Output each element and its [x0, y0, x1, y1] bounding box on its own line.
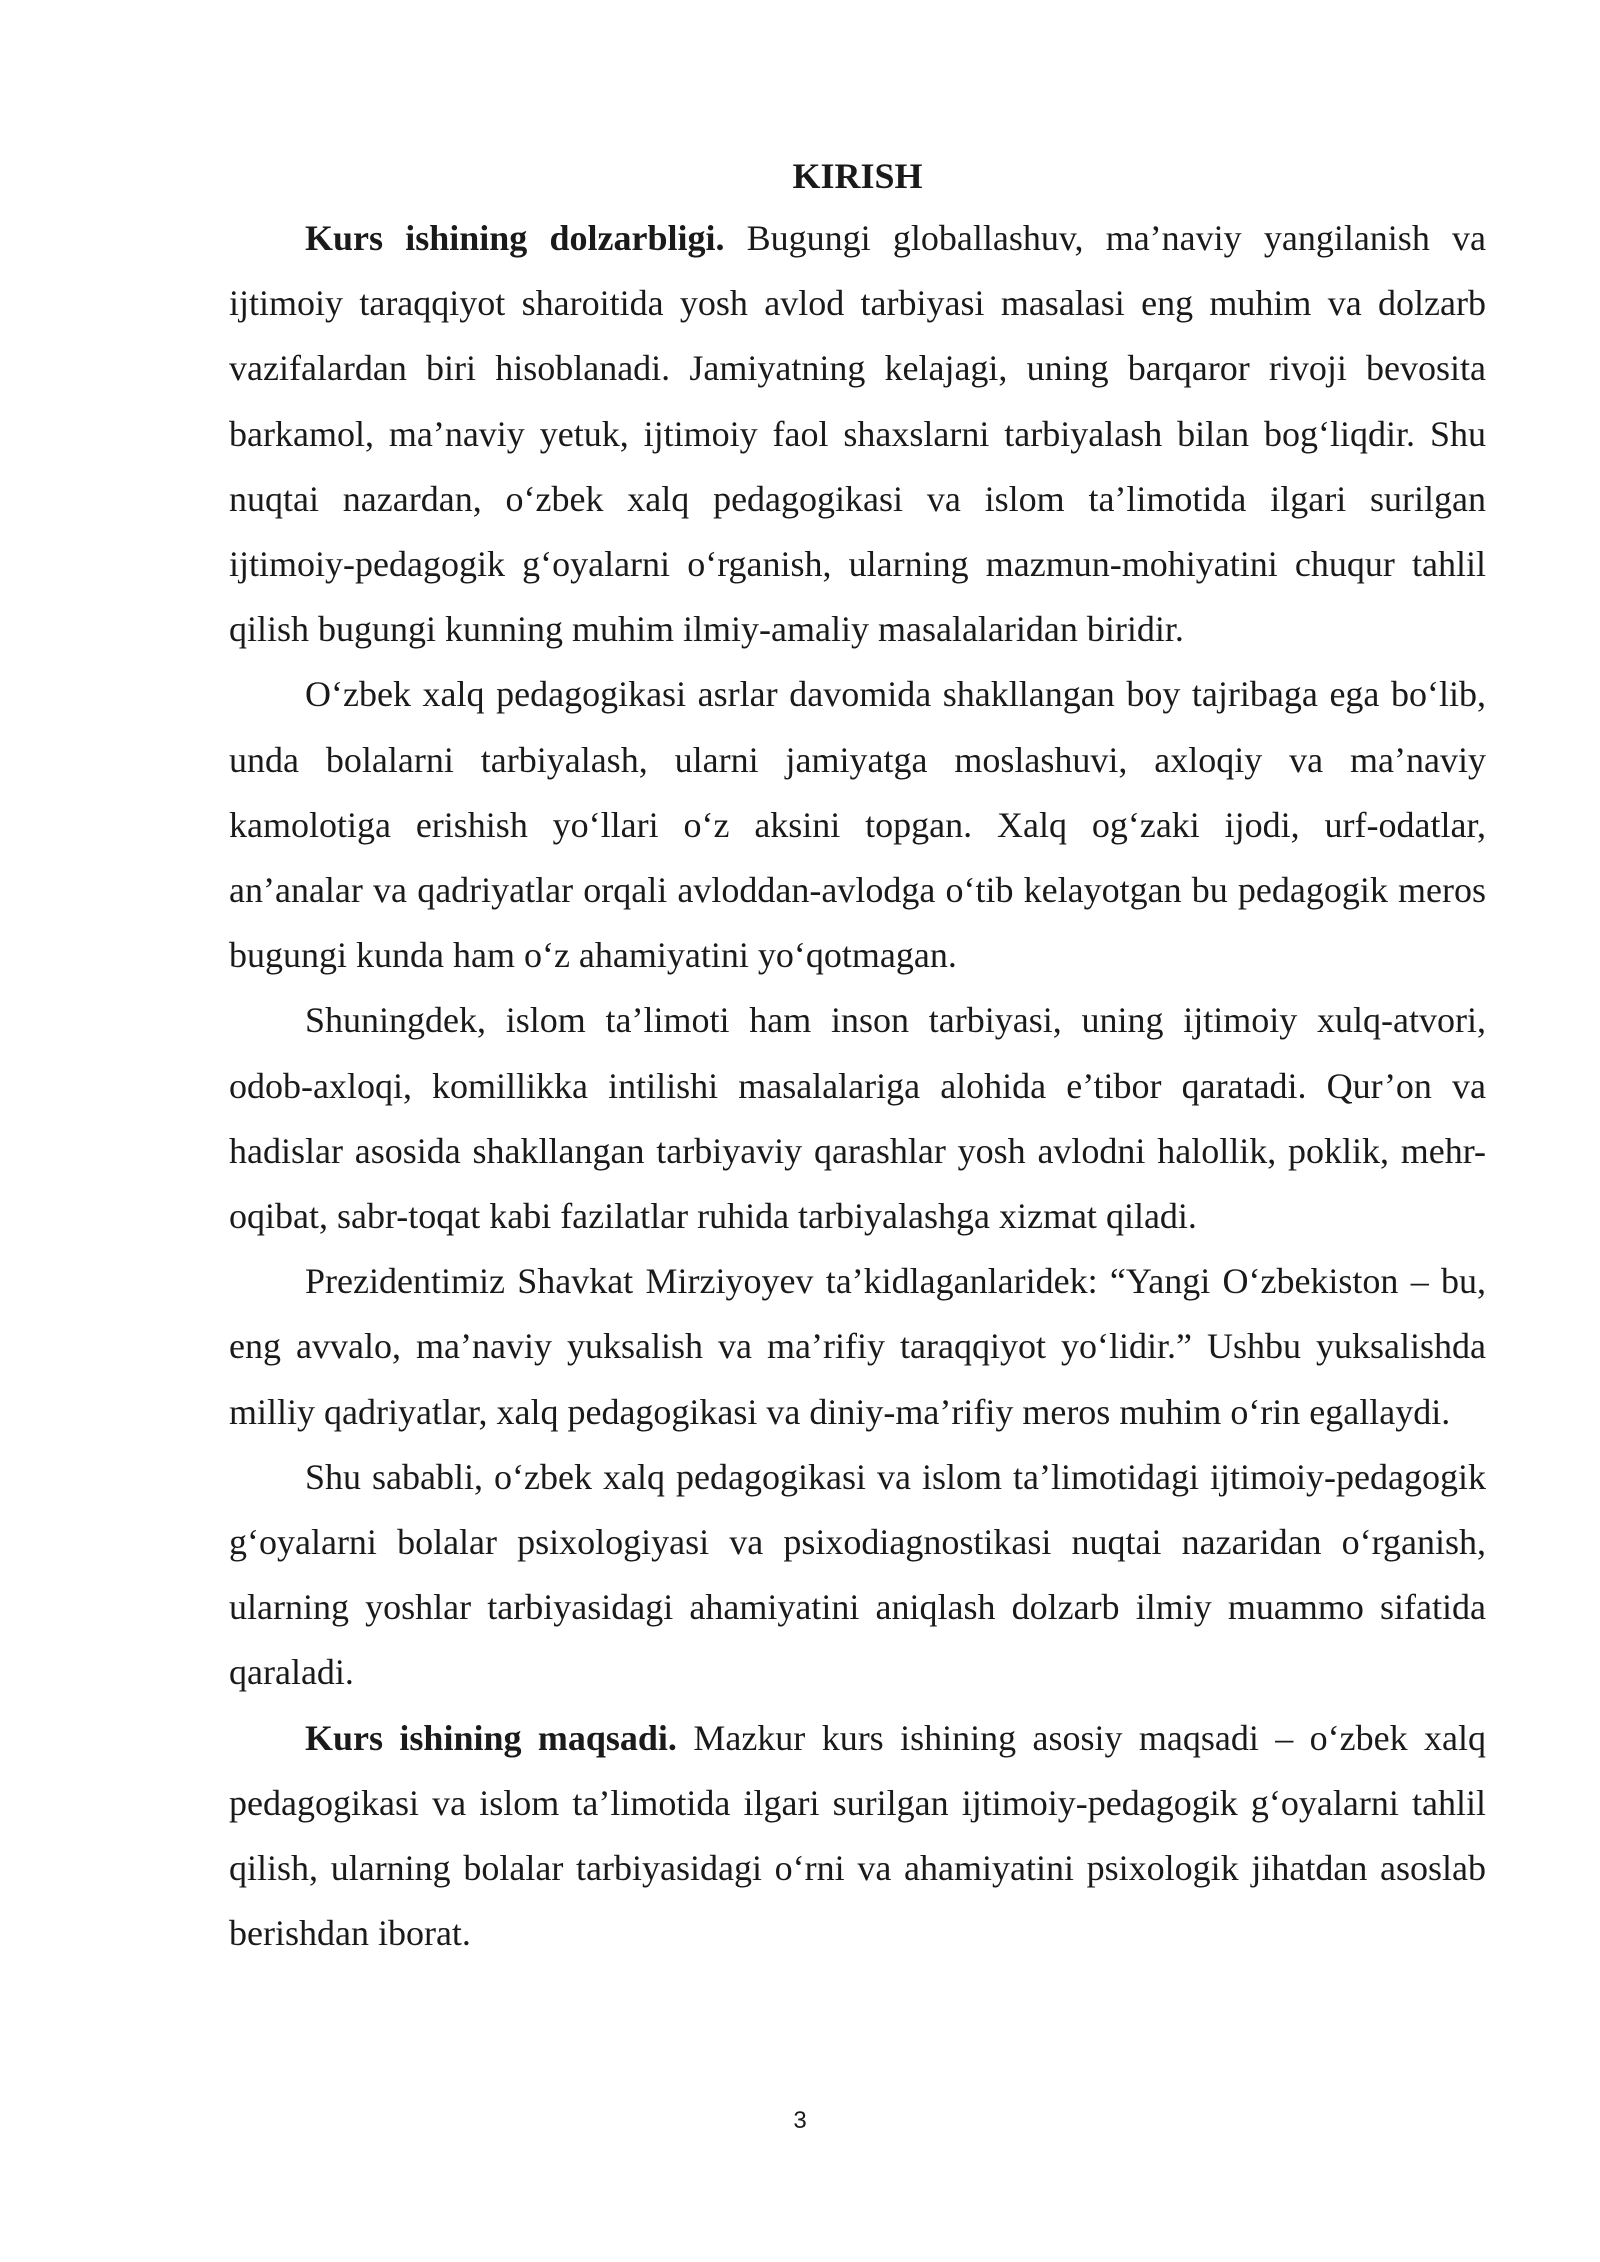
paragraph-relevance: [229, 206, 1486, 662]
paragraph-lead: Kurs ishining dolzarbligi.: [305, 218, 725, 258]
paragraph-research-problem: [229, 1445, 1486, 1706]
paragraph-text: O‘zbek xalq pedagogikasi asrlar davomida shakllangan boy tajribaga ega bo‘lib, unda bolalarni tarbiyalash, ularni jamiyatga moslashuvi, axloqiy va ma’naviy kamolotiga erishish yo‘llari o‘z aksini topgan. Xalq og‘zaki ijodi, urf-odatlar, an’analar va qadriyatlar orqali avloddan-avlodga o‘tib kelayotgan bu pedagogik meros bugungi kunda ham o‘z ahamiyatini yo‘qotmagan.: [229, 674, 1486, 976]
paragraph-lead: Kurs ishining maqsadi.: [305, 1717, 677, 1758]
section-title: KIRISH: [792, 156, 923, 196]
paragraph-text: Bugungi globallashuv, ma’naviy yangilanish va ijtimoiy taraqqiyot sharoitida yosh avlod tarbiyasi masalasi eng muhim va dolzarb vazifalardan biri hisoblanadi. Jamiyatning kelajagi, uning barqaror rivoji bevosita barkamol, ma’naviy yetuk, ijtimoiy faol shaxslarni tarbiyalash bilan bog‘liqdir. Shu nuqtai nazardan, o‘zbek xalq pedagogikasi va islom ta’limotida ilgari surilgan ijtimoiy-pedagogik g‘oyalarni o‘rganish, ularning mazmun-mohiyatini chuqur tahlil qilish bugungi kunning muhim ilmiy-amaliy masalalaridan biridir.: [229, 218, 1486, 650]
page-content: [229, 146, 1486, 1966]
paragraph-text: Mazkur kurs ishining asosiy maqsadi – o‘zbek xalq pedagogikasi va islom ta’limotida ilgari surilgan ijtimoiy-pedagogik g‘oyalarni tahlil qilish, ularning bolalar tarbiyasidagi o‘rni va ahamiyatini psixologik jihatdan asoslab berishdan iborat.: [229, 1717, 1486, 1954]
paragraph-folk-pedagogy: [229, 662, 1486, 988]
paragraph-text: Shuningdek, islom ta’limoti ham inson tarbiyasi, uning ijtimoiy xulq-atvori, odob-axloqi, komillikka intilishi masalalariga alohida e’tibor qaratadi. Qur’on va hadislar asosida shakllangan tarbiyaviy qarashlar yosh avlodni halollik, poklik, mehr-oqibat, sabr-toqat kabi fazilatlar ruhida tarbiyalashga xizmat qiladi.: [229, 1000, 1486, 1237]
paragraph-islamic-teaching: [229, 988, 1486, 1249]
paragraph-president-quote: [229, 1249, 1486, 1445]
paragraph-text: Shu sababli, o‘zbek xalq pedagogikasi va islom ta’limotidagi ijtimoiy-pedagogik g‘oyalarni bolalar psixologiyasi va psixodiagnostikasi nuqtai nazaridan o‘rganish, ularning yoshlar tarbiyasidagi ahamiyatini aniqlash dolzarb ilmiy muammo sifatida qaraladi.: [229, 1456, 1486, 1693]
page-number: 3: [793, 2107, 807, 2134]
paragraph-objective: [229, 1706, 1486, 1967]
paragraph-text: Prezidentimiz Shavkat Mirziyoyev ta’kidlaganlaridek: “Yangi O‘zbekiston – bu, eng avvalo, ma’naviy yuksalish va ma’rifiy taraqqiyot yo‘lidir.” Ushbu yuksalishda milliy qadriyatlar, xalq pedagogikasi va diniy-ma’rifiy meros muhim o‘rin egallaydi.: [229, 1261, 1486, 1432]
